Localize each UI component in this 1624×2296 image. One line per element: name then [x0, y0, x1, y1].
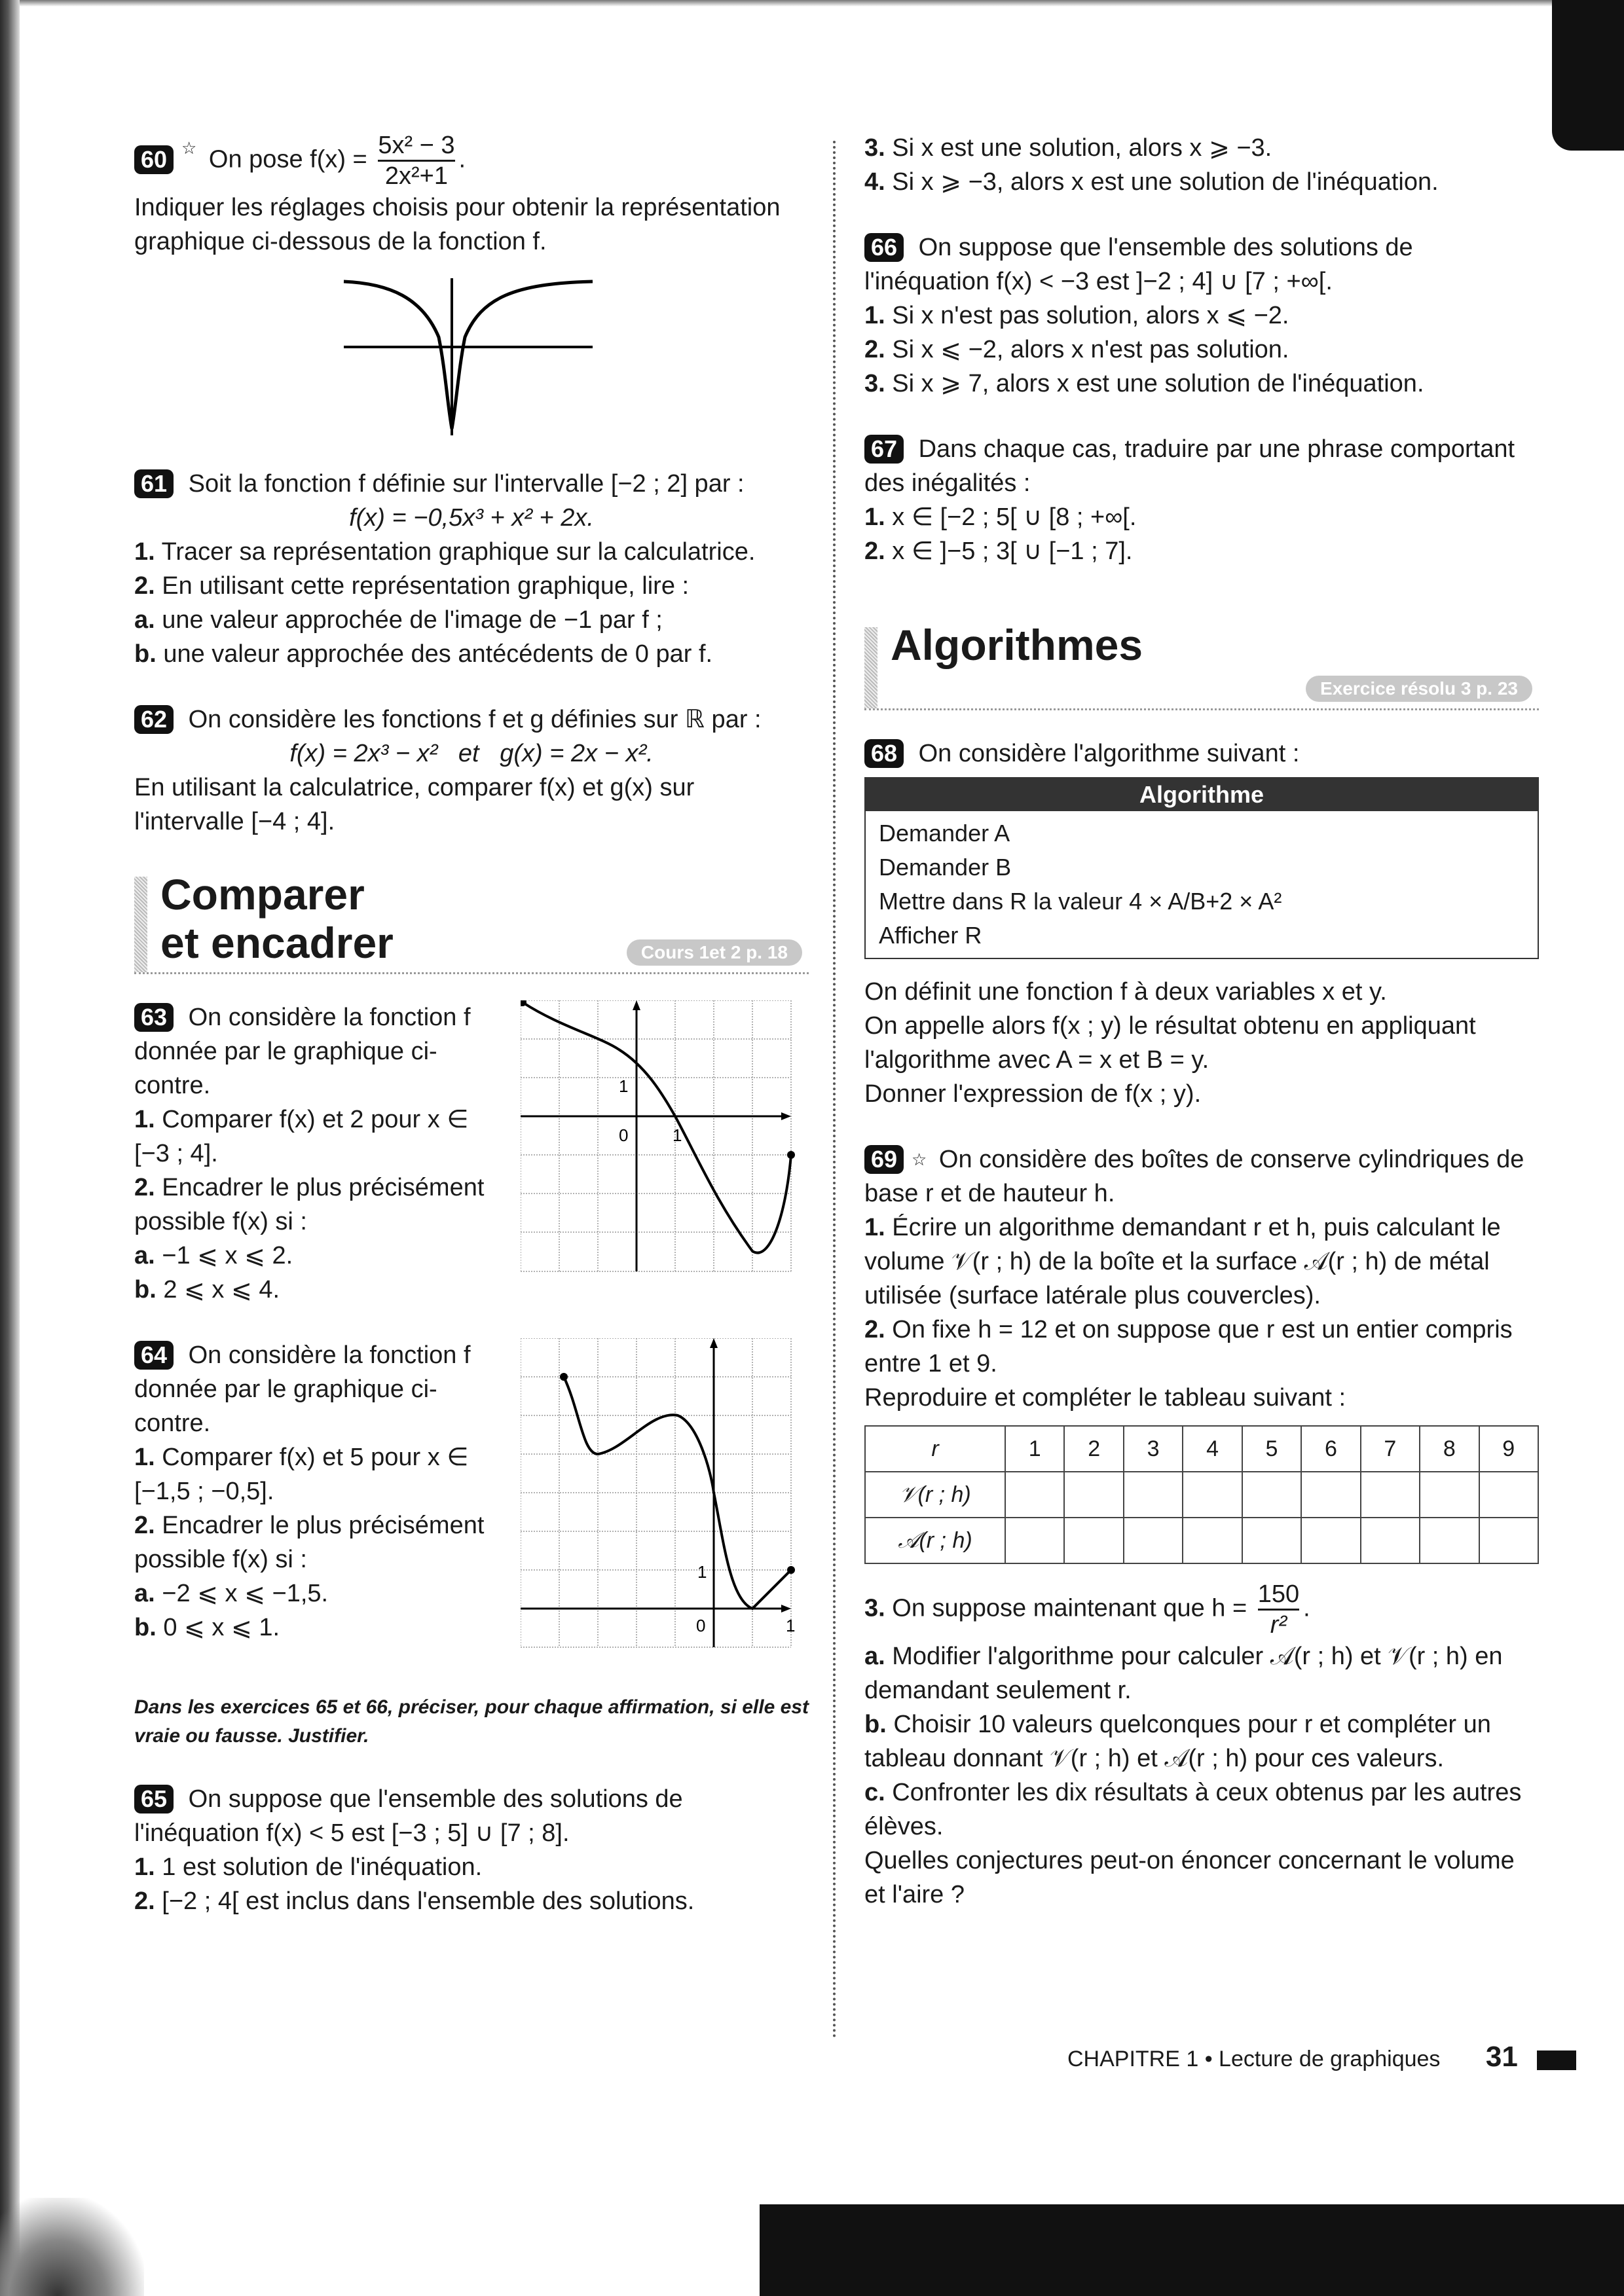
exercise-text: En utilisant la calculatrice, comparer f(x) et g(x) sur l'intervalle [−4 ; 4]. [134, 774, 695, 835]
fraction [1258, 1580, 1299, 1639]
question-label: c. [864, 1779, 885, 1806]
question-label: b. [134, 640, 157, 668]
function-graph-63 [521, 1000, 809, 1307]
table-header-cell: 2 [1064, 1426, 1123, 1472]
question-text: Si x ⩾ 7, alors x est une solution de l'inéquation. [892, 370, 1424, 397]
question-item [134, 1239, 501, 1273]
question-text: Choisir 10 valeurs quelconques pour r et compléter un tableau donnant 𝒱(r ; h) et 𝒜(r ; h) pour ces valeurs. [864, 1711, 1491, 1772]
table-cell [1301, 1518, 1360, 1563]
exercise-intro: On pose f(x) = [208, 145, 367, 173]
question-item [864, 299, 1539, 333]
question-label: 1. [134, 1444, 155, 1471]
algorithm-line: Mettre dans R la valeur 4 × A/B+2 × A² [879, 888, 1282, 915]
question-text: Écrire un algorithme demandant r et h, puis calculant le volume 𝒱(r ; h) de la boîte et la surface 𝒜(r ; h) de métal utilisée (surface latérale plus couvercles). [864, 1214, 1501, 1309]
question-text: Si x n'est pas solution, alors x ⩽ −2. [892, 302, 1289, 329]
exercise-intro: On considère la fonction f donnée par le graphique ci-contre. [134, 1004, 471, 1099]
exercise-intro: Dans chaque cas, traduire par une phrase comportant des inégalités : [864, 435, 1515, 497]
table-cell [1183, 1472, 1242, 1518]
question-item [864, 1211, 1539, 1313]
table-header-cell: 5 [1242, 1426, 1301, 1472]
question-label: 2. [864, 336, 885, 363]
exercise-text: On appelle alors f(x ; y) le résultat obtenu en appliquant l'algorithme avec A = x et B = y. [864, 1012, 1476, 1074]
row-label: 𝒜(r ; h) [865, 1518, 1005, 1563]
values-table [864, 1425, 1539, 1564]
question-label: 2. [134, 1512, 155, 1539]
question-item [864, 1707, 1539, 1776]
question-text: Si x ⩾ −3, alors x est une solution de l'inéquation. [892, 168, 1439, 196]
calculator-curve-plot [331, 272, 606, 435]
question-item: 3. On suppose maintenant que h = $\frac{150}{\text{r²}}$ . [864, 1580, 1310, 1639]
chapter-title: CHAPITRE 1 • Lecture de graphiques [1067, 2047, 1441, 2071]
star-icon: ☆ [181, 138, 197, 158]
algorithm-title: Algorithme [866, 778, 1538, 811]
section-heading-comparer [134, 870, 809, 974]
table-cell [1124, 1518, 1183, 1563]
table-cell [1301, 1472, 1360, 1518]
table-header-cell: 7 [1361, 1426, 1420, 1472]
cours-reference-badge[interactable]: Cours 1et 2 p. 18 [627, 939, 802, 966]
question-text: 0 ⩽ x ⩽ 1. [163, 1614, 280, 1641]
formula: f(x) = 2x³ − x² et g(x) = 2x − x². [289, 740, 654, 767]
denominator: 2x²+1 [378, 160, 454, 191]
question-item [134, 1884, 809, 1918]
exercise-68 [864, 737, 1539, 1111]
algorithm-box [864, 777, 1539, 959]
question-label: 2. [134, 1174, 155, 1201]
question-label: a. [134, 606, 155, 634]
closing-question: Quelles conjectures peut-on énoncer concernant le volume et l'aire ? [864, 1847, 1515, 1908]
question-label: 1. [864, 503, 885, 531]
exercise-64 [134, 1338, 809, 1662]
exercise-number: 60 [134, 145, 174, 174]
exercise-60: 60 ☆ On pose f(x) = $\frac{\text{5x² − 3}}{\text{2x²+1}}$ . Indiquer les réglages choisis pour obtenir la représentation graphique ci-dessous de la fonction f. [134, 131, 809, 435]
exercise-intro: On suppose que l'ensemble des solutions de l'inéquation f(x) < −3 est ]−2 ; 4] ∪ [7 ; +∞[. [864, 234, 1413, 295]
algorithm-body [866, 811, 1538, 958]
table-cell [1420, 1518, 1479, 1563]
left-column [134, 131, 809, 1950]
table-header-cell: 4 [1183, 1426, 1242, 1472]
exercise-number: 62 [134, 705, 174, 734]
numerator: 150 [1257, 1580, 1300, 1608]
exercise-67 [864, 432, 1539, 568]
table-row [865, 1518, 1538, 1563]
table-cell [1124, 1472, 1183, 1518]
exercise-number: 63 [134, 1003, 174, 1032]
question-item [134, 603, 809, 637]
scan-bottom-bar [760, 2204, 1624, 2296]
question-label: 2. [864, 538, 885, 565]
question-label: a. [134, 1242, 155, 1269]
section-title-line: Comparer [160, 870, 365, 919]
question-text: Si x est une solution, alors x ⩾ −3. [892, 134, 1272, 162]
question-item [864, 1776, 1539, 1844]
question-label: 1. [864, 302, 885, 329]
table-header-cell: 3 [1124, 1426, 1183, 1472]
question-label: 2. [134, 572, 155, 600]
section-title-line: Algorithmes [891, 621, 1143, 669]
exercise-intro: On considère l'algorithme suivant : [918, 740, 1300, 767]
question-text: x ∈ [−2 ; 5[ ∪ [8 ; +∞[. [892, 503, 1137, 531]
question-label: 1. [864, 1214, 885, 1241]
question-text: On fixe h = 12 et on suppose que r est un entier compris entre 1 et 9. [864, 1316, 1513, 1377]
table-header-cell: 6 [1301, 1426, 1360, 1472]
exercise-number: 61 [134, 469, 174, 498]
y-tick-label: 1 [619, 1076, 629, 1096]
question-item [134, 1850, 809, 1884]
question-text: une valeur approchée des antécédents de 0 par f. [163, 640, 713, 668]
question-label: 1. [134, 1853, 155, 1881]
exercise-number: 64 [134, 1341, 174, 1370]
exercise-number: 68 [864, 739, 904, 768]
question-label: 4. [864, 168, 885, 196]
algorithm-line: Afficher R [879, 922, 982, 949]
question-text: −1 ⩽ x ⩽ 2. [162, 1242, 293, 1269]
question-text: [−2 ; 4[ est inclus dans l'ensemble des solutions. [162, 1887, 695, 1915]
exercice-resolu-reference-badge[interactable]: Exercice résolu 3 p. 23 [1306, 676, 1532, 702]
exercise-number: 65 [134, 1785, 174, 1813]
table-header-cell: 1 [1005, 1426, 1064, 1472]
algorithm-line: Demander B [879, 854, 1012, 881]
origin-label: 0 [619, 1125, 629, 1145]
page-number: 31 [1485, 2041, 1518, 2073]
table-cell [1005, 1518, 1064, 1563]
question-item [864, 1313, 1539, 1381]
table-header-cell: 9 [1479, 1426, 1539, 1472]
exercise-text: Indiquer les réglages choisis pour obtenir la représentation graphique ci-dessous de la fonction f. [134, 194, 781, 255]
exercise-intro: On considère la fonction f donnée par le graphique ci-contre. [134, 1341, 471, 1437]
question-label: b. [134, 1614, 157, 1641]
exercise-61 [134, 467, 809, 671]
y-tick-label: 1 [697, 1562, 707, 1582]
question-text: Comparer f(x) et 5 pour x ∈ [−1,5 ; −0,5]. [134, 1444, 469, 1505]
question-label: a. [864, 1643, 885, 1670]
exercise-intro: On suppose que l'ensemble des solutions de l'inéquation f(x) < 5 est [−3 ; 5] ∪ [7 ; 8]. [134, 1785, 683, 1847]
x-tick-label: 1 [673, 1125, 682, 1145]
exercise-62 [134, 702, 809, 839]
question-item [864, 500, 1539, 534]
question-text: −2 ⩽ x ⩽ −1,5. [162, 1580, 329, 1607]
exercise-intro: On considère les fonctions f et g définies sur ℝ par : [188, 706, 762, 733]
question-item [864, 367, 1539, 401]
page-marker [1537, 2050, 1576, 2070]
question-label: 3. [864, 134, 885, 162]
row-label: 𝒱(r ; h) [865, 1472, 1005, 1518]
chapter-tab-marker [1552, 0, 1624, 151]
calculator-graph [331, 272, 606, 435]
question-label: b. [864, 1711, 887, 1738]
question-text: Encadrer le plus précisément possible f(x) si : [134, 1512, 485, 1573]
question-text: Confronter les dix résultats à ceux obtenus par les autres élèves. [864, 1779, 1522, 1840]
exercise-number: 69 [864, 1145, 904, 1174]
question-item [864, 333, 1539, 367]
exercise-number: 67 [864, 435, 904, 464]
exercise-text: On définit une fonction f à deux variables x et y. [864, 978, 1387, 1006]
question-item [134, 1171, 501, 1239]
question-item [134, 1273, 501, 1307]
scan-edge-top [0, 0, 1624, 7]
question-text: x ∈ ]−5 ; 3[ ∪ [−1 ; 7]. [892, 538, 1133, 565]
table-cell [1064, 1518, 1123, 1563]
table-row [865, 1472, 1538, 1518]
table-header-row [865, 1426, 1538, 1472]
scan-smudge [0, 2198, 144, 2296]
exercise-65-continued [864, 131, 1539, 199]
table-cell [1479, 1518, 1539, 1563]
question-label: 1. [134, 1106, 155, 1133]
question-item [134, 1576, 501, 1611]
instruction-note: Dans les exercices 65 et 66, préciser, pour chaque affirmation, si elle est vraie ou fausse. Justifier. [134, 1696, 809, 1747]
question-label: b. [134, 1276, 157, 1303]
page-footer [1067, 2041, 1576, 2073]
question-item [134, 637, 809, 671]
question-text: une valeur approchée de l'image de −1 par f ; [162, 606, 663, 634]
numerator: 5x² − 3 [378, 132, 455, 159]
question-text: En utilisant cette représentation graphique, lire : [162, 572, 690, 600]
table-cell [1420, 1472, 1479, 1518]
question-item [864, 1639, 1539, 1707]
question-item [134, 1440, 501, 1508]
question-label: 3. [864, 370, 885, 397]
question-text: Si x ⩽ −2, alors x n'est pas solution. [892, 336, 1289, 363]
question-item [134, 1102, 501, 1171]
question-item [864, 131, 1539, 165]
question-label: 2. [864, 1316, 885, 1343]
question-item [864, 165, 1539, 199]
section-heading-algorithmes [864, 621, 1539, 710]
table-cell [1064, 1472, 1123, 1518]
question-item [134, 569, 809, 603]
exercise-69 [864, 1142, 1539, 1912]
star-icon: ☆ [912, 1150, 927, 1169]
right-column [864, 131, 1539, 1943]
exercise-number: 66 [864, 233, 904, 262]
table-header-cell: 8 [1420, 1426, 1479, 1472]
question-text: 2 ⩽ x ⩽ 4. [163, 1276, 280, 1303]
question-text: Encadrer le plus précisément possible f(x) si : [134, 1174, 485, 1235]
origin-label: 0 [696, 1616, 706, 1635]
table-cell [1479, 1472, 1539, 1518]
question-label: 2. [134, 1887, 155, 1915]
question-label: 1. [134, 538, 155, 566]
question-label: a. [134, 1580, 155, 1607]
question-text: Tracer sa représentation graphique sur la calculatrice. [161, 538, 756, 566]
question-item [134, 535, 809, 569]
fraction [378, 131, 454, 191]
exercise-text: Donner l'expression de f(x ; y). [864, 1080, 1202, 1108]
scan-edge-left [0, 0, 20, 2296]
table-header-cell: r [865, 1426, 1005, 1472]
formula: f(x) = −0,5x³ + x² + 2x. [349, 504, 594, 532]
exercise-63 [134, 1000, 809, 1307]
table-cell [1242, 1472, 1301, 1518]
question-text: On suppose maintenant que h = [892, 1594, 1247, 1622]
question-text: Modifier l'algorithme pour calculer 𝒜(r ; h) et 𝒱(r ; h) en demandant seulement r. [864, 1643, 1503, 1704]
table-cell [1242, 1518, 1301, 1563]
question-item [134, 1508, 501, 1576]
table-cell [1005, 1472, 1064, 1518]
question-item [134, 1611, 501, 1645]
algorithm-line: Demander A [879, 820, 1010, 847]
exercise-65 [134, 1782, 809, 1918]
question-text: 1 est solution de l'inéquation. [162, 1853, 483, 1881]
table-cell [1361, 1518, 1420, 1563]
question-label: 3. [864, 1594, 885, 1622]
denominator: r² [1258, 1609, 1299, 1639]
function-graph-64 [521, 1338, 809, 1662]
section-title-line: et encadrer [160, 919, 394, 967]
question-item [864, 534, 1539, 568]
exercise-intro: On considère des boîtes de conserve cylindriques de base r et de hauteur h. [864, 1146, 1524, 1207]
table-cell [1361, 1472, 1420, 1518]
x-tick-label: 1 [786, 1616, 796, 1635]
column-divider [833, 141, 836, 2039]
exercise-intro: Soit la fonction f définie sur l'intervalle [−2 ; 2] par : [188, 470, 745, 498]
table-intro: Reproduire et compléter le tableau suivant : [864, 1384, 1346, 1412]
table-cell [1183, 1518, 1242, 1563]
exercise-66 [864, 230, 1539, 401]
question-text: Comparer f(x) et 2 pour x ∈ [−3 ; 4]. [134, 1106, 469, 1167]
